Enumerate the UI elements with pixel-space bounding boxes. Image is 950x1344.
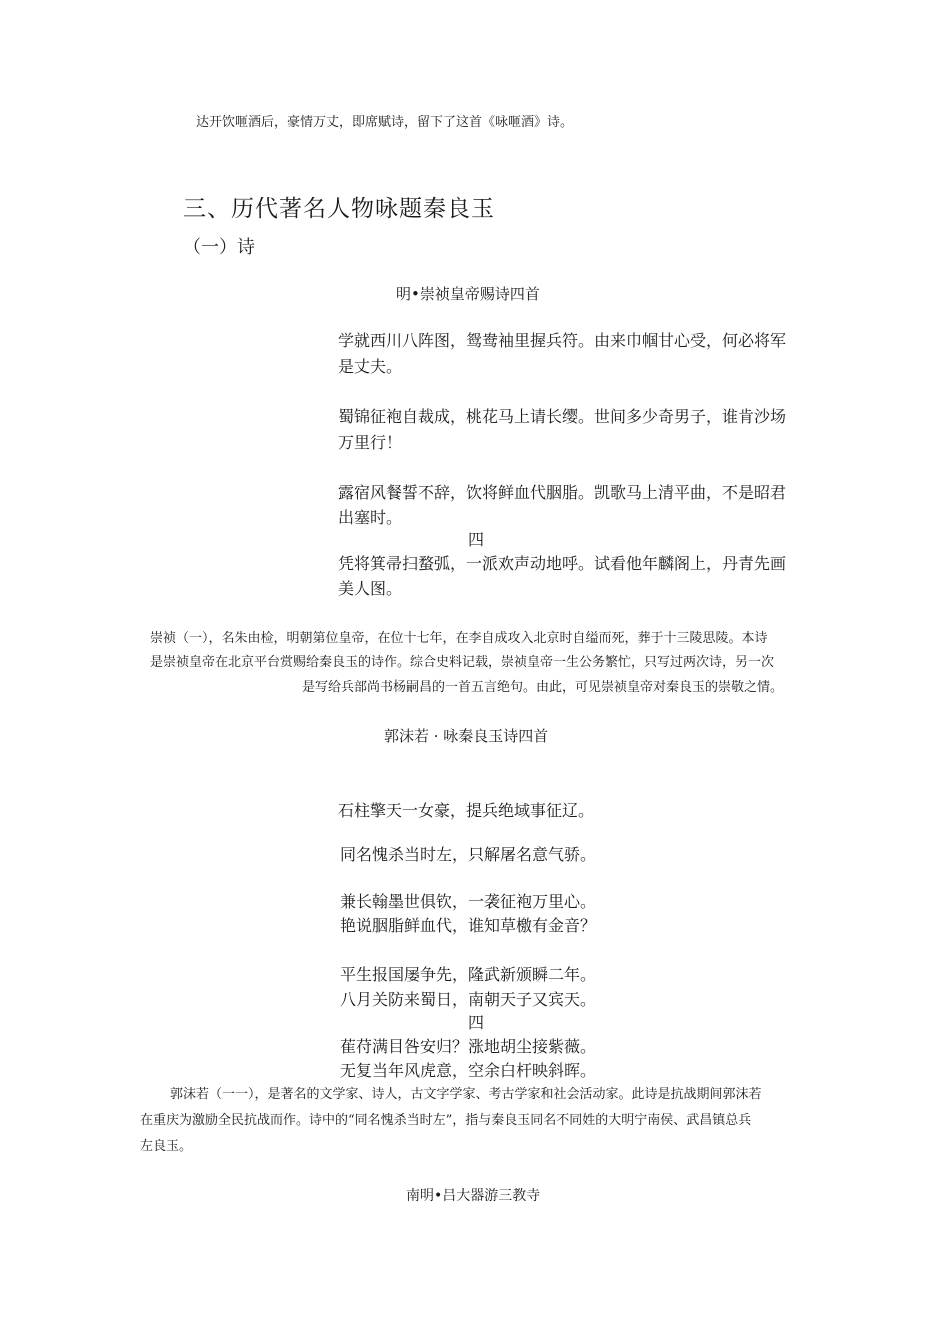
poem2-line7: 萑苻满目咎安归？涨地胡尘接紫薇。: [340, 1037, 597, 1056]
poem2-line6: 八月关防来蜀日，南朝天子又宾天。: [340, 990, 597, 1009]
note1-line1: 崇祯（一），名朱由检，明朝第位皇帝，在位十七年，在李自成攻入北京时自缢而死，葬于十三陵思陵。本诗: [150, 631, 768, 646]
note2-line1: 郭沫若（一一），是著名的文学家、诗人，古文字学家、考古学家和社会活动家。此诗是抗战期间郭沫若: [170, 1087, 762, 1102]
poem2-line2: 同名愧杀当时左，只解屠名意气骄。: [340, 845, 597, 864]
poem2-line5: 平生报国屡争先，隆武新颁瞬二年。: [340, 965, 597, 984]
poem1-stanza4-line2: 美人图。: [338, 579, 403, 598]
note1-line3: 是写给兵部尚书杨嗣昌的一首五言绝句。由此，可见崇祯皇帝对秦良玉的崇敬之情。: [302, 680, 784, 695]
poem1-stanza1-line1: 学就西川八阵图，鸳鸯袖里握兵符。由来巾帼甘心受，何必将军: [338, 331, 787, 350]
section-subheading: （一）诗: [183, 237, 255, 258]
poem3-title: 南明•吕大器游三教寺: [406, 1188, 541, 1204]
poem2-line1: 石柱擎天一女豪，提兵绝域事征辽。: [338, 801, 595, 820]
poem1-title: 明•崇祯皇帝赐诗四首: [396, 285, 540, 303]
poem1-stanza2-line1: 蜀锦征袍自裁成，桃花马上请长缨。世间多少奇男子，谁肯沙场: [338, 407, 787, 426]
poem1-stanza3-line2: 出塞时。: [338, 508, 403, 527]
poem2-line4: 艳说胭脂鲜血代，谁知草檄有金音？: [340, 916, 597, 935]
section-heading: 三、历代著名人物咏题秦良玉: [183, 196, 495, 222]
intro-line: 达开饮咂酒后，豪情万丈，即席赋诗，留下了这首《咏咂酒》诗。: [196, 115, 574, 130]
poem1-stanza3-line1: 露宿风餐誓不辞，饮将鲜血代胭脂。凯歌马上清平曲，不是昭君: [338, 483, 787, 502]
note2-line3: 左良玉。: [140, 1139, 193, 1154]
poem1-stanza1-line2: 是丈夫。: [338, 357, 403, 376]
poem1-stanza2-line2: 万里行！: [338, 433, 403, 452]
poem1-stanza4-number: 四: [468, 530, 485, 549]
note2-line2: 在重庆为激励全民抗战而作。诗中的“同名愧杀当时左”，指与秦良玉同名不同姓的大明宁南侯、武昌镇总兵: [140, 1113, 752, 1128]
poem2-line3: 兼长翰墨世俱钦，一袭征袍万里心。: [340, 892, 597, 911]
poem2-stanza4-number: 四: [468, 1013, 485, 1032]
poem1-stanza4-line1: 凭将箕帚扫蝥弧，一派欢声动地呼。试看他年麟阁上，丹青先画: [338, 554, 787, 573]
note1-line2: 是崇祯皇帝在北京平台赏赐给秦良玉的诗作。综合史料记载，崇祯皇帝一生公务繁忙，只写过两次诗，另一次: [150, 655, 775, 670]
poem2-title: 郭沫若 · 咏秦良玉诗四首: [384, 727, 549, 745]
poem2-line8: 无复当年风虎意，空余白杆映斜晖。: [340, 1061, 597, 1080]
